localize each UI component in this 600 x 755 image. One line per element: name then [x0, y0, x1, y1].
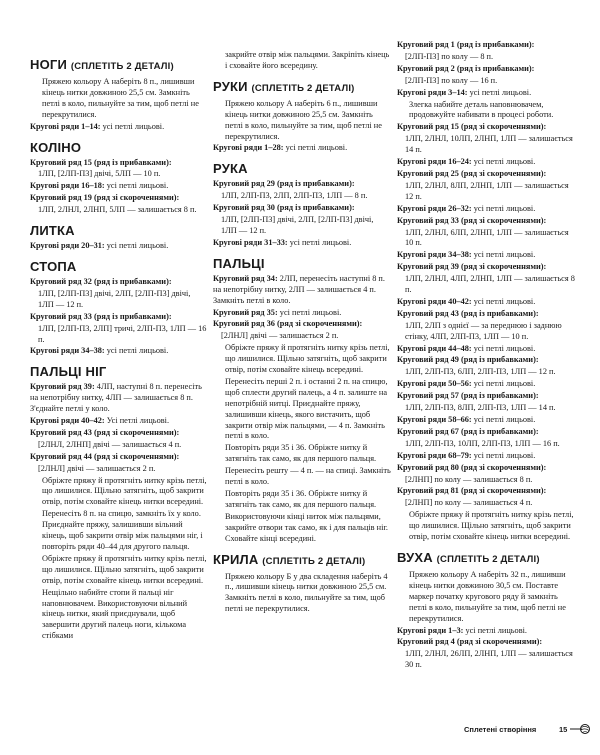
- row-label: Круговий ряд 39:: [30, 382, 95, 392]
- instruction-text: [30, 554, 208, 587]
- row-text: Перенесіть 8 п. на спицю, замкніть їх у коло. Приєднайте пряжу, залишивши вільний кінець, щоб закрити отвір між пальцями ніг, і повторіть ряди 40–44 для другого пальця.: [42, 509, 203, 551]
- page-footer: [464, 723, 594, 737]
- row-label: Круговий ряд 1 (ряд із прибавками):: [397, 40, 535, 49]
- row-label: Кругові ряди 44–48:: [397, 343, 472, 353]
- row-text: усі петлі лицьові.: [471, 343, 536, 353]
- row-label: Кругові ряди 31–33:: [213, 237, 288, 247]
- instruction-row: [397, 415, 575, 426]
- row-text: Пряжею кольору А наберіть 6 п., лишивши кінець нитки довжиною 25,5 см. Замкніть петлі в коло, пильнуйте за тим, щоб петлі не перекрутилися.: [225, 98, 382, 141]
- instruction-text: [213, 50, 391, 72]
- row-text: усі петлі лицьові.: [471, 450, 536, 460]
- instruction-text: [397, 367, 575, 378]
- row-text: усі петлі лицьові.: [471, 296, 536, 306]
- row-text: усі петлі лицьові.: [471, 250, 536, 260]
- row-text: Перенесіть решту — 4 п. — на спиці. Замкніть петлі в коло.: [225, 466, 391, 487]
- instruction-text: [397, 570, 575, 625]
- row-label: Круговий ряд 4 (ряд зі скороченнями):: [397, 637, 543, 647]
- row-text: 1ЛП, 2ЛНЛ, 8ЛП, 2ЛНП, 1ЛП — залишається 12 п.: [405, 180, 569, 201]
- instruction-row: [30, 181, 208, 192]
- row-label: Кругові ряди 16–18:: [30, 181, 105, 191]
- instruction-text: [213, 343, 391, 376]
- row-text: усі петлі лицьові.: [463, 625, 528, 635]
- section-heading: [30, 57, 208, 74]
- instruction-text: [397, 403, 575, 414]
- instruction-row: [213, 274, 391, 307]
- row-label: Круговий ряд 43 (ряд зі скороченнями):: [30, 427, 180, 437]
- instruction-row: [30, 382, 208, 415]
- section-heading: [30, 223, 208, 238]
- instruction-text: [397, 76, 575, 87]
- instruction-row: [213, 179, 391, 190]
- row-text: Пряжею кольору А наберіть 8 п., лишивши кінець нитки довжиною 25,5 см. Замкніть петлі в коло, пильнуйте за тим, щоб петлі не перекрутилися.: [42, 77, 199, 119]
- row-text: Пряжею кольору А наберіть 32 п., лишивши кінець нитки довжиною 30,5 см. Поставте маркер початку кругового ряду й замкніть петлі в коло, пильнуйте за тим, щоб петлі не перекрутилися.: [409, 569, 566, 623]
- row-label: Кругові ряди 40–42:: [30, 416, 105, 426]
- section-heading-title: ЛИТКА: [30, 223, 75, 239]
- row-label: Круговий ряд 15 (ряд із прибавками):: [30, 157, 172, 167]
- row-text: усі петлі лицьові.: [100, 121, 165, 131]
- row-text: [2ЛНЛ] двічі — залишається 2 п.: [221, 331, 339, 341]
- row-label: Кругові ряди 20–31:: [30, 241, 105, 251]
- row-text: 1ЛП, 2ЛП з однієї — за переднюю і заднюю стінку, 4ЛП, 2ЛП-П3, 1ЛП — 10 п.: [405, 320, 562, 341]
- row-label: Кругові ряди 58–66:: [397, 415, 472, 424]
- row-text: [2ЛП-П3] по колу — 16 п.: [405, 75, 498, 85]
- instruction-text: [397, 134, 575, 156]
- row-text: усі петлі лицьові.: [471, 203, 536, 213]
- instruction-row: [397, 355, 575, 366]
- section-heading-title: ВУХА: [397, 549, 433, 565]
- instruction-text: [213, 466, 391, 488]
- section-heading-title: РУКА: [213, 161, 248, 177]
- instruction-row: [397, 391, 575, 402]
- section-heading-title: ПАЛЬЦІ: [213, 255, 265, 271]
- row-label: Кругові ряди 1–28:: [213, 143, 284, 153]
- row-text: Усі петлі лицьові.: [104, 416, 170, 426]
- instruction-row: [397, 262, 575, 273]
- instruction-row: [397, 344, 575, 355]
- instruction-row: [397, 427, 575, 438]
- instruction-row: [30, 193, 208, 204]
- row-label: Круговий ряд 49 (ряд із прибавками):: [397, 355, 539, 365]
- row-text: закрийте отвір між пальцями. Закріпіть кінець і сховайте його всередину.: [225, 50, 390, 70]
- row-label: Круговий ряд 33 (ряд зі скороченнями):: [397, 215, 547, 225]
- row-text: 1ЛП, [2ЛП-П3] двічі, 2ЛП, [2ЛП-П3] двічі, 1ЛП — 12 п.: [221, 215, 374, 235]
- row-label: Круговий ряд 2 (ряд із прибавками):: [397, 63, 535, 73]
- instruction-row: [397, 626, 575, 637]
- instruction-text: [30, 77, 208, 121]
- section-heading: [213, 256, 391, 271]
- row-text: Пряжею кольору Б у два складення наберіть 4 п., лишивши кінець нитки довжиною 25,5 см. Замкніть петлі в коло, пильнуйте за тим, щоб петлі не перекрутилися.: [225, 571, 388, 614]
- row-text: Обріжте пряжу й протягніть нитку крізь петлі, що лишилися. Щільно затягніть, щоб закрити отвір, потім сховайте кінець нитки всередині.: [42, 553, 207, 585]
- instruction-text: [213, 377, 391, 442]
- row-text: 1ЛП, [2ЛП-П3] двічі, 5ЛП — 10 п.: [38, 169, 161, 179]
- row-text: 1ЛП, 2ЛНЛ, 6ЛП, 2ЛНП, 1ЛП — залишається 10 п.: [405, 227, 569, 248]
- instruction-row: [30, 346, 208, 357]
- section-heading: [213, 79, 391, 96]
- instruction-row: [213, 319, 391, 330]
- instruction-text: [30, 324, 208, 346]
- instruction-row: [30, 122, 208, 133]
- instruction-row: [397, 216, 575, 227]
- row-label: Круговий ряд 34:: [213, 273, 278, 283]
- section-heading: [30, 140, 208, 155]
- instruction-text: [397, 498, 575, 509]
- instruction-text: [30, 476, 208, 509]
- row-text: Перенесіть перші 2 п. і останні 2 п. на спицю, щоб сплести другий палець, а 4 п. залиште на непотрібній нитці. Приєднайте пряжу, залишивши кінець, якого вистачить, щоб закрити отвір між пальцями, — 4 п. Замкніть петлі в коло.: [225, 376, 388, 441]
- instruction-text: [397, 321, 575, 343]
- row-label: Круговий ряд 33 (ряд із прибавками):: [30, 311, 172, 321]
- instruction-row: [397, 157, 575, 168]
- section-heading-subtitle: (СПЛЕТІТЬ 2 ДЕТАЛІ): [262, 555, 366, 567]
- row-text: Обріжте пряжу й протягніть нитку крізь петлі, що лишилися. Щільно затягніть, щоб закрити отвір, потім сховайте кінець всередині.: [225, 343, 390, 375]
- instruction-row: [397, 122, 575, 133]
- row-text: 1ЛП, 2ЛНЛ, 10ЛП, 2ЛНП, 1ЛП — залишається 14 п.: [405, 134, 573, 155]
- row-text: 1ЛП, 2ЛП-П3, 2ЛП, 2ЛП-П3, 1ЛП — 8 п.: [221, 191, 368, 201]
- yarn-ornament-icon: [570, 723, 592, 735]
- row-text: 1ЛП, 2ЛП-П3, 8ЛП, 2ЛП-П3, 1ЛП — 14 п.: [405, 403, 556, 413]
- row-text: Нещільно набийте стопи й пальці ніг наповнювачем. Використовуючи вільний кінець нитки, який приєднували, щоб завершити другий палець ноги, кількома стібками: [42, 587, 188, 641]
- section-heading: [213, 552, 391, 569]
- row-label: Кругові ряди 68–79:: [397, 450, 472, 460]
- row-text: Злегка набийте деталь наповнювачем, продовжуйте набивати в процесі роботи.: [409, 99, 554, 120]
- instruction-text: [397, 100, 575, 122]
- section-heading-title: СТОПА: [30, 258, 77, 274]
- row-text: Використовуючи кінці ниток між пальцями, закрийте отвори так само, як і для пальців ніг. Сховайте кінці всередині.: [225, 511, 388, 543]
- row-label: Круговий ряд 80 (ряд зі скороченнями):: [397, 462, 547, 472]
- instruction-text: [30, 169, 208, 180]
- instruction-text: [30, 509, 208, 553]
- instruction-text: [397, 475, 575, 486]
- row-text: 1ЛП, 2ЛП-П3, 6ЛП, 2ЛП-П3, 1ЛП — 12 п.: [405, 367, 556, 377]
- instruction-row: [213, 308, 391, 319]
- instruction-row: [30, 312, 208, 323]
- instruction-text: [30, 588, 208, 643]
- row-label: Кругові ряди 34–38:: [397, 250, 472, 260]
- instruction-text: [397, 274, 575, 296]
- row-text: [2ЛП-П3] по колу — 8 п.: [405, 51, 494, 61]
- instruction-row: [30, 277, 208, 288]
- row-label: Кругові ряди 1–14:: [30, 121, 101, 131]
- row-text: 1ЛП, 2ЛНЛ, 2ЛНП, 5ЛП — залишається 8 п.: [38, 205, 197, 215]
- row-label: Круговий ряд 36 (ряд зі скороченнями):: [213, 319, 363, 329]
- instruction-text: [397, 52, 575, 63]
- row-text: усі петлі лицьові.: [287, 237, 352, 247]
- instruction-text: [30, 464, 208, 475]
- instruction-row: [397, 250, 575, 261]
- section-heading: [30, 364, 208, 379]
- row-text: усі петлі лицьові.: [471, 157, 536, 167]
- instruction-text: [213, 191, 391, 202]
- row-text: [2ЛНП] по колу — залишається 8 п.: [405, 474, 533, 484]
- instruction-text: [213, 443, 391, 465]
- instruction-text: [213, 489, 391, 511]
- instruction-text: [213, 512, 391, 545]
- row-label: Круговий ряд 67 (ряд із прибавками):: [397, 426, 539, 436]
- row-label: Кругові ряди 34–38:: [30, 346, 105, 356]
- row-text: 1ЛП, [2ЛП-П3] двічі, 2ЛП, [2ЛП-П3] двічі, 1ЛП — 12 п.: [38, 288, 191, 309]
- instruction-row: [397, 88, 575, 99]
- instruction-row: [397, 309, 575, 320]
- instruction-row: [213, 143, 391, 154]
- row-label: Кругові ряди 50–56:: [397, 379, 472, 389]
- row-text: 1ЛП, 2ЛНЛ, 4ЛП, 2ЛНП, 1ЛП — залишається 8 п.: [405, 274, 575, 295]
- instruction-row: [397, 169, 575, 180]
- row-text: 1ЛП, [2ЛП-П3, 2ЛП] тричі, 2ЛП-П3, 1ЛП — 16 п.: [38, 323, 207, 344]
- row-label: Круговий ряд 15 (ряд зі скороченнями):: [397, 122, 547, 132]
- row-text: усі петлі лицьові.: [283, 143, 348, 153]
- row-text: усі петлі лицьові.: [277, 307, 342, 317]
- row-label: Круговий ряд 57 (ряд із прибавками):: [397, 391, 539, 401]
- row-text: Обріжте пряжу й протягніть нитку крізь петлі, що лишилися. Щільно затягніть, щоб закрити отвір, потім сховайте кінець нитки всередині.: [42, 475, 207, 507]
- instruction-text: [213, 572, 391, 616]
- instruction-text: [213, 331, 391, 342]
- row-label: Круговий ряд 25 (ряд зі скороченнями):: [397, 168, 547, 178]
- row-text: 1ЛП, 2ЛНЛ, 26ЛП, 2ЛНП, 1ЛП — залишається 30 п.: [405, 649, 573, 670]
- section-heading-subtitle: (СПЛЕТІТЬ 2 ДЕТАЛІ): [436, 553, 540, 565]
- instruction-row: [397, 40, 575, 51]
- row-text: 2ЛП, перенесіть наступні 8 п. на непотрібну нитку, 2ЛП — залишається 4 п. Замкніть петлі в коло.: [213, 273, 385, 305]
- instruction-text: [397, 510, 575, 543]
- footer-book-title: Сплетені створіння: [464, 725, 537, 734]
- column-middle: [213, 50, 391, 616]
- column-right: [397, 40, 575, 672]
- instruction-row: [213, 238, 391, 249]
- section-heading-title: РУКИ: [213, 78, 248, 94]
- section-heading-title: КОЛІНО: [30, 139, 82, 155]
- section-heading: [397, 550, 575, 567]
- instruction-row: [397, 486, 575, 497]
- row-text: [2ЛНП] по колу — залишається 4 п.: [405, 498, 533, 508]
- section-heading-title: НОГИ: [30, 57, 68, 72]
- instruction-text: [30, 289, 208, 311]
- row-text: Повторіть ряди 35 і 36. Обріжте нитку й затягніть так само, як для першого пальця.: [225, 443, 377, 464]
- row-label: Кругові ряди 1–3:: [397, 625, 464, 635]
- instruction-text: [397, 181, 575, 203]
- instruction-row: [30, 452, 208, 463]
- row-label: Круговий ряд 29 (ряд із прибавками):: [213, 179, 355, 189]
- instruction-row: [213, 203, 391, 214]
- row-text: усі петлі лицьові.: [471, 415, 536, 424]
- instruction-row: [30, 428, 208, 439]
- column-left: [30, 50, 208, 643]
- instruction-row: [397, 451, 575, 462]
- page-number: 15: [559, 725, 568, 734]
- instruction-text: [397, 439, 575, 450]
- section-heading-title: ПАЛЬЦІ НІГ: [30, 364, 107, 380]
- row-text: Обріжте пряжу й протягніть нитку крізь петлі, що лишилися. Щільно затягніть, щоб закрити отвір, потім сховайте кінець нитки всередині.: [409, 510, 574, 542]
- row-text: Повторіть ряди 35 і 36. Обріжте нитку й затягніть так само, як для першого пальця.: [225, 489, 377, 509]
- row-text: усі петлі лицьові.: [471, 379, 536, 389]
- section-heading-title: КРИЛА: [213, 551, 259, 567]
- row-label: Круговий ряд 81 (ряд зі скороченнями):: [397, 486, 547, 496]
- section-heading: [30, 259, 208, 274]
- row-label: Круговий ряд 19 (ряд зі скороченнями):: [30, 193, 180, 203]
- section-heading: [213, 161, 391, 176]
- section-heading-subtitle: (СПЛЕТІТЬ 2 ДЕТАЛІ): [251, 82, 355, 94]
- instruction-text: [213, 215, 391, 237]
- instruction-text: [30, 205, 208, 216]
- row-text: усі петлі лицьові.: [467, 87, 532, 97]
- row-label: Круговий ряд 30 (ряд із прибавками):: [213, 203, 355, 213]
- instruction-text: [397, 228, 575, 250]
- instruction-row: [397, 204, 575, 215]
- row-label: Круговий ряд 39 (ряд зі скороченнями):: [397, 262, 547, 272]
- section-heading-subtitle: (СПЛЕТІТЬ 2 ДЕТАЛІ): [70, 61, 174, 72]
- instruction-row: [397, 637, 575, 648]
- instruction-row: [397, 463, 575, 474]
- row-label: Кругові ряди 16–24:: [397, 157, 472, 167]
- instruction-row: [397, 379, 575, 390]
- instruction-row: [30, 416, 208, 427]
- row-label: Кругові ряди 3–14:: [397, 87, 468, 97]
- instruction-row: [397, 64, 575, 75]
- row-label: Кругові ряди 26–32:: [397, 203, 472, 213]
- row-text: [2ЛНЛ, 2ЛНП] двічі — залишається 4 п.: [38, 439, 182, 449]
- row-label: Круговий ряд 43 (ряд із прибавками):: [397, 308, 539, 318]
- row-text: 1ЛП, 2ЛП-П3, 10ЛП, 2ЛП-П3, 1ЛП — 16 п.: [405, 438, 560, 448]
- row-label: Круговий ряд 44 (ряд зі скороченнями):: [30, 451, 180, 461]
- instruction-row: [30, 241, 208, 252]
- row-text: усі петлі лицьові.: [104, 181, 169, 191]
- row-label: Круговий ряд 32 (ряд із прибавками):: [30, 276, 172, 286]
- instruction-row: [397, 297, 575, 308]
- instruction-text: [397, 649, 575, 671]
- row-text: усі петлі лицьові.: [104, 346, 169, 356]
- instruction-text: [30, 440, 208, 451]
- instruction-text: [213, 99, 391, 143]
- row-label: Круговий ряд 35:: [213, 307, 278, 317]
- instruction-row: [30, 158, 208, 169]
- row-text: [2ЛНЛ] двічі — залишається 2 п.: [38, 463, 156, 473]
- row-text: усі петлі лицьові.: [104, 241, 169, 251]
- row-label: Кругові ряди 40–42:: [397, 296, 472, 306]
- row-text: 4ЛП, наступні 8 п. перенесіть на непотрібну нитку, 4ЛП — залишається 8 п. З'єднайте петлі у коло.: [30, 382, 202, 414]
